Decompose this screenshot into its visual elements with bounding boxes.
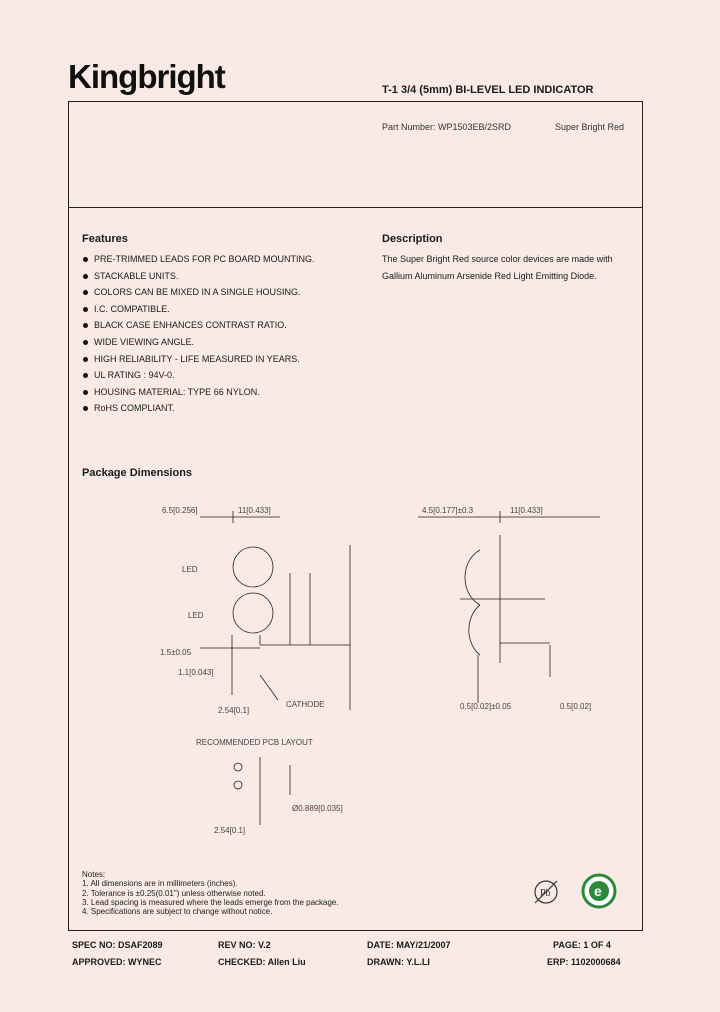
notes bbox=[82, 870, 339, 916]
note-item: 4. Specifications are subject to change without notice. bbox=[82, 907, 273, 917]
feature-item: WIDE VIEWING ANGLE. bbox=[82, 334, 315, 351]
rohs-icon bbox=[580, 872, 618, 910]
pcb-hole bbox=[234, 781, 242, 789]
feature-item: STACKABLE UNITS. bbox=[82, 268, 315, 285]
date: DATE: MAY/21/2007 bbox=[367, 940, 451, 950]
brand-logo: Kingbright bbox=[68, 58, 225, 95]
note-item: 2. Tolerance is ±0.25(0.01") unless otherwise noted. bbox=[82, 888, 266, 898]
note-item: 3. Lead spacing is measured where the leads emerge from the package. bbox=[82, 897, 339, 907]
dim-label: 1.1[0.043] bbox=[178, 668, 214, 677]
dim-label: 2.54[0.1] bbox=[218, 706, 250, 715]
led-label: LED bbox=[188, 611, 204, 620]
part-number: Part Number: WP1503EB/2SRD bbox=[382, 122, 512, 132]
feature-item: COLORS CAN BE MIXED IN A SINGLE HOUSING. bbox=[82, 284, 315, 301]
dim-label: 11[0.433] bbox=[238, 506, 271, 515]
package-drawing bbox=[160, 495, 620, 840]
rev-no: REV NO: V.2 bbox=[218, 940, 271, 950]
cathode-label: CATHODE bbox=[286, 700, 325, 709]
document-title: T-1 3/4 (5mm) BI-LEVEL LED INDICATOR bbox=[382, 84, 594, 96]
package-title: Package Dimensions bbox=[82, 467, 193, 479]
pb-symbol: Pb bbox=[540, 888, 551, 899]
feature-item: BLACK CASE ENHANCES CONTRAST RATIO. bbox=[82, 317, 315, 334]
dim-label: 6.5[0.256] bbox=[162, 506, 198, 515]
page-number: PAGE: 1 OF 4 bbox=[553, 940, 611, 950]
dim-label: 1.5±0.05 bbox=[160, 648, 192, 657]
feature-item: UL RATING : 94V-0. bbox=[82, 367, 315, 384]
side-profile-upper bbox=[465, 550, 480, 605]
feature-item: I.C. COMPATIBLE. bbox=[82, 301, 315, 318]
part-color: Super Bright Red bbox=[555, 122, 625, 132]
rohs-symbol: e bbox=[594, 883, 602, 899]
feature-item: PRE-TRIMMED LEADS FOR PC BOARD MOUNTING. bbox=[82, 251, 315, 268]
dim-label: 0.5[0.02] bbox=[560, 702, 592, 711]
side-profile-lower bbox=[469, 605, 480, 655]
divider-top bbox=[69, 207, 642, 208]
spec-no: SPEC NO: DSAF2089 bbox=[72, 940, 163, 950]
description-title: Description bbox=[382, 233, 443, 245]
lead-free-icon bbox=[529, 877, 563, 907]
pcb-hole bbox=[234, 763, 242, 771]
feature-item: HIGH RELIABILITY - LIFE MEASURED IN YEARS. bbox=[82, 351, 315, 368]
description-text: The Super Bright Red source color devices are made with Gallium Aluminum Arsenide Red Light Emitting Diode. bbox=[382, 254, 613, 281]
led-label: LED bbox=[182, 565, 198, 574]
features-title: Features bbox=[82, 233, 128, 245]
notes-title: Notes: bbox=[82, 870, 106, 879]
feature-item: RoHS COMPLIANT. bbox=[82, 400, 315, 417]
erp-number: ERP: 1102000684 bbox=[547, 957, 621, 967]
dim-label: Ø0.889[0.035] bbox=[292, 804, 343, 813]
features-list bbox=[82, 251, 315, 417]
dim-label: 4.5[0.177]±0.3 bbox=[422, 506, 474, 515]
feature-item: HOUSING MATERIAL: TYPE 66 NYLON. bbox=[82, 384, 315, 401]
dim-label: 2.54[0.1] bbox=[214, 826, 246, 835]
led-upper-outline bbox=[233, 547, 273, 587]
checked-by: CHECKED: Allen Liu bbox=[218, 957, 306, 967]
cathode-arrow bbox=[260, 675, 278, 700]
dim-label: 11[0.433] bbox=[510, 506, 543, 515]
approved-by: APPROVED: WYNEC bbox=[72, 957, 162, 967]
note-item: 1. All dimensions are in millimeters (inches). bbox=[82, 879, 238, 889]
dim-label: 0.5[0.02]±0.05 bbox=[460, 702, 512, 711]
led-lower-outline bbox=[233, 593, 273, 633]
pcb-layout-title: RECOMMENDED PCB LAYOUT bbox=[196, 738, 313, 747]
drawn-by: DRAWN: Y.L.LI bbox=[367, 957, 430, 967]
